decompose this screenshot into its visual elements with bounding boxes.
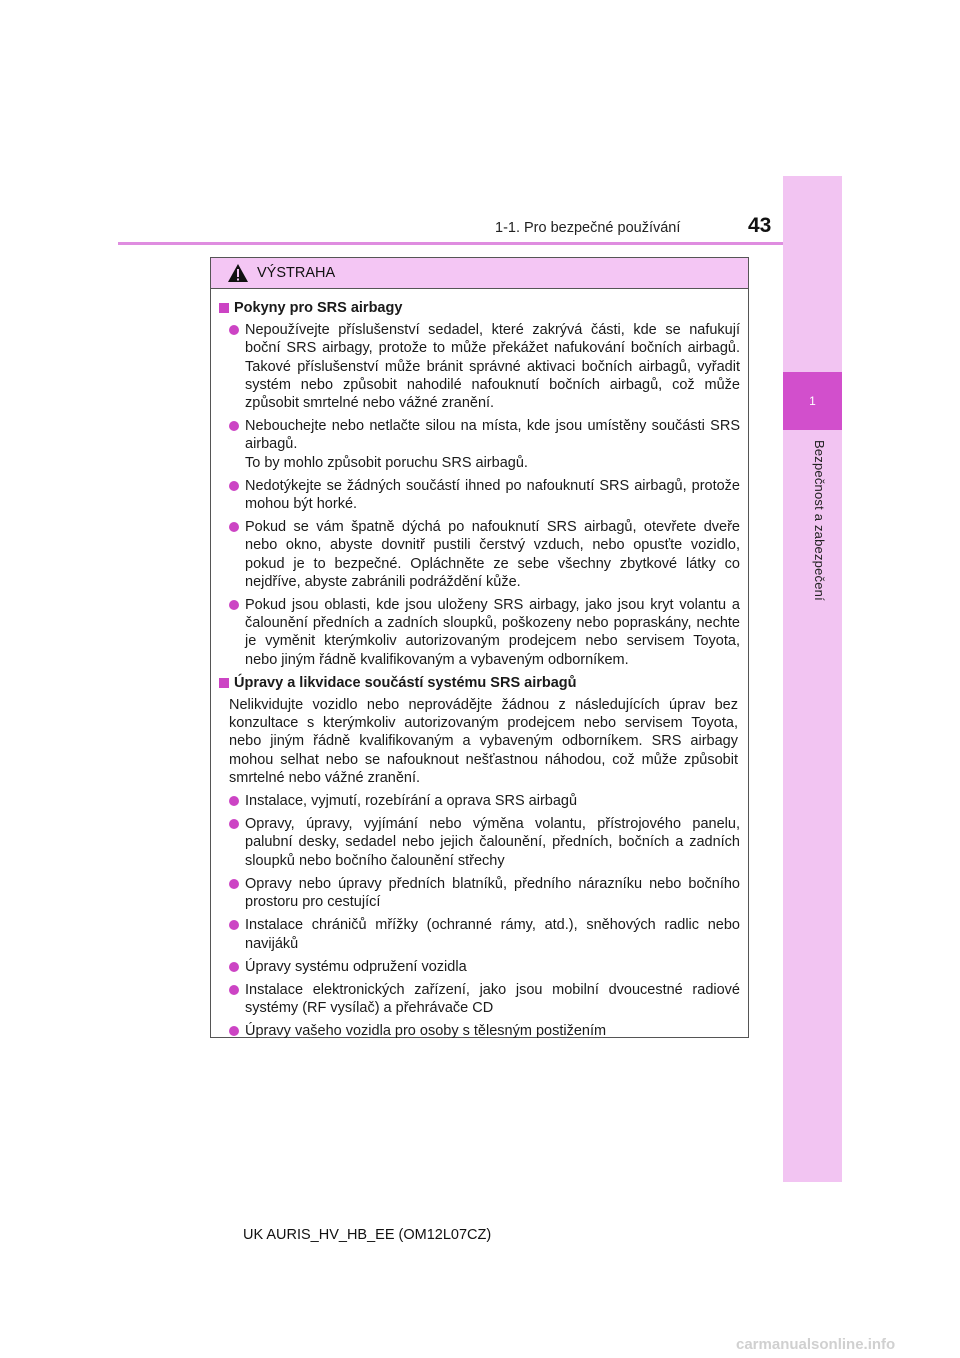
list-item bbox=[229, 958, 740, 976]
list-item bbox=[229, 1022, 740, 1040]
list-item-text: Nebouchejte nebo netlačte silou na místa, kde jsou umístěny součásti SRS airbagů. To by mohlo způsobit poruchu SRS airbagů. bbox=[245, 418, 740, 471]
list-item-text: Instalace elektronických zařízení, jako jsou mobilní dvoucestné radiové systémy (RF vysílač) a přehrávače CD bbox=[245, 981, 740, 1017]
page-number: 43 bbox=[748, 214, 772, 237]
list-item bbox=[229, 981, 740, 1017]
list-item-text: Nepoužívejte příslušenství sedadel, které zakrývá části, kde se nafukují boční SRS airbagy, protože to může překážet nafukování bočních airbagů. Takové příslušenství může bránit správné aktivaci bočních airbagů, vyřadit systém nebo způsobit nahodilé nafouknutí bočních airbagů, což může způsobit smrtelné nebo vážné zranění. bbox=[245, 322, 740, 412]
circle-bullet-icon bbox=[229, 962, 239, 972]
section-title-text: Pokyny pro SRS airbagy bbox=[234, 300, 403, 316]
chapter-number: 1 bbox=[783, 372, 842, 430]
warning-section-title bbox=[219, 299, 740, 317]
section-title-text: Úpravy a likvidace součástí systému SRS airbagů bbox=[234, 674, 577, 691]
warning-triangle-icon bbox=[227, 263, 249, 283]
list-item-text: Opravy, úpravy, vyjímání nebo výměna volantu, přístrojového panelu, palubní desky, sedadel nebo jejich čalounění, předních, bočních a zadních sloupků nebo bočního čalounění střechy bbox=[245, 816, 740, 869]
list-item bbox=[229, 321, 740, 412]
section-intro: Nelikvidujte vozidlo nebo neprovádějte žádnou z následujících úprav bez konzultace s kterýmkoliv autorizovaným prodejcem nebo servisem Toyota, nebo jiným řádně kvalifikovaným a vybaveným odborníkem. SRS airbagy mohou selhat nebo se nafouknout nešťastnou náhodou, což může způsobit smrtelné nebo vážné zranění. bbox=[229, 697, 738, 786]
list-item-text: Pokud se vám špatně dýchá po nafouknutí SRS airbagů, otevřete dveře nebo okno, abyste dovnitř pustili čerstvý vzduch, nebo opusťte vozidlo, pokud je to bezpečné. Opláchněte ze sebe všechny zbytkové látky co nejdříve, abyste zabránili podráždění kůže. bbox=[245, 519, 740, 590]
circle-bullet-icon bbox=[229, 481, 239, 491]
list-item bbox=[229, 417, 740, 472]
side-tab bbox=[783, 176, 842, 1182]
header-divider bbox=[118, 242, 783, 245]
circle-bullet-icon bbox=[229, 985, 239, 995]
circle-bullet-icon bbox=[229, 325, 239, 335]
circle-bullet-icon bbox=[229, 1026, 239, 1036]
circle-bullet-icon bbox=[229, 421, 239, 431]
list-item-text: Pokud jsou oblasti, kde jsou uloženy SRS airbagy, jako jsou kryt volantu a čalounění předních a zadních sloupků, poškozeny nebo popraskány, nechte je vyměnit kterýmkoliv autorizovaným prodejcem nebo servisem Toyota, nebo jiným řádně kvalifikovaným a vybaveným odborníkem. bbox=[245, 597, 740, 668]
list-item bbox=[229, 815, 740, 870]
square-bullet-icon bbox=[219, 678, 229, 688]
list-item-text: Nedotýkejte se žádných součástí ihned po nafouknutí SRS airbagů, protože mohou být horké. bbox=[245, 477, 740, 513]
list-item-text: Úpravy vašeho vozidla pro osoby s tělesným postižením bbox=[245, 1023, 607, 1040]
circle-bullet-icon bbox=[229, 920, 239, 930]
circle-bullet-icon bbox=[229, 879, 239, 889]
section-title: 1-1. Pro bezpečné používání bbox=[495, 220, 681, 236]
list-item-text: Opravy nebo úpravy předních blatníků, předního nárazníku nebo bočního prostoru pro cestující bbox=[245, 875, 740, 911]
list-item bbox=[229, 792, 740, 810]
watermark: carmanualsonline.info bbox=[736, 1336, 896, 1353]
list-item bbox=[229, 875, 740, 911]
warning-box bbox=[210, 257, 749, 1038]
footer-code: UK AURIS_HV_HB_EE (OM12L07CZ) bbox=[243, 1227, 492, 1243]
list-item bbox=[229, 916, 740, 952]
list-item bbox=[229, 477, 740, 513]
list-item-text: Instalace chráničů mřížky (ochranné rámy, atd.), sněhových radlic nebo navijáků bbox=[245, 917, 740, 952]
chapter-label: Bezpečnost a zabezpečení bbox=[812, 440, 827, 601]
list-item-text: Úpravy systému odpružení vozidla bbox=[245, 958, 467, 975]
warning-title: VÝSTRAHA bbox=[257, 265, 336, 281]
list-item-text: Instalace, vyjmutí, rozebírání a oprava SRS airbagů bbox=[245, 793, 578, 810]
circle-bullet-icon bbox=[229, 522, 239, 532]
warning-section-title bbox=[219, 674, 740, 692]
circle-bullet-icon bbox=[229, 600, 239, 610]
list-item bbox=[229, 518, 740, 591]
list-item bbox=[229, 596, 740, 669]
circle-bullet-icon bbox=[229, 796, 239, 806]
warning-header bbox=[211, 258, 748, 289]
square-bullet-icon bbox=[219, 303, 229, 313]
warning-body bbox=[211, 289, 748, 1041]
circle-bullet-icon bbox=[229, 819, 239, 829]
